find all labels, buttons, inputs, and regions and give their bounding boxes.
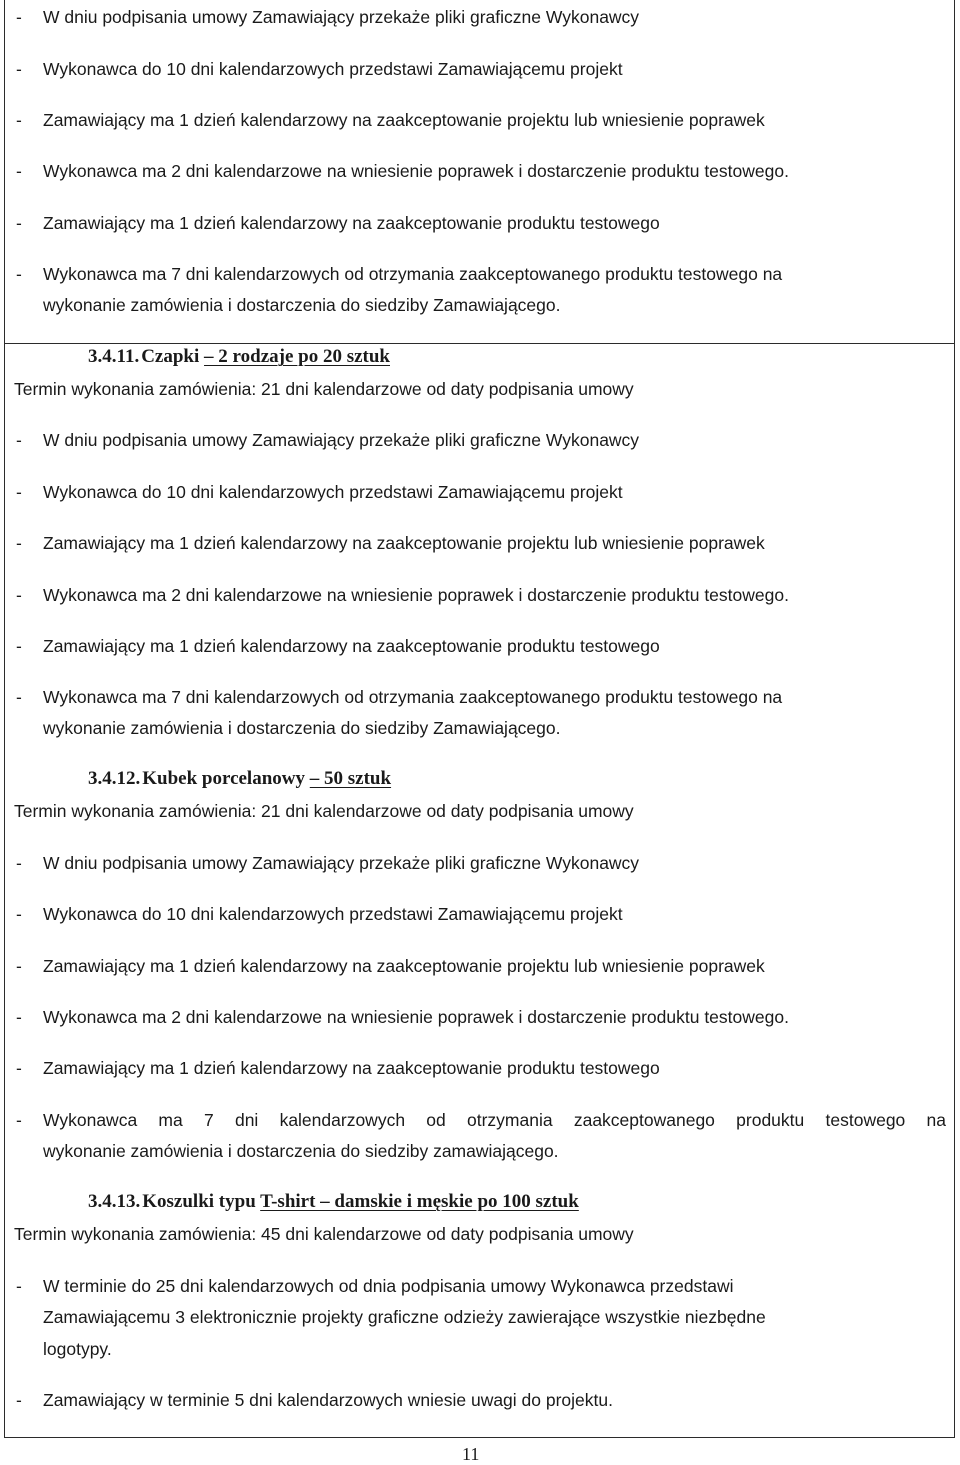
deadline-text: Termin wykonania zamówienia: 45 dni kalendarzowe od daty podpisania umowy bbox=[14, 1224, 634, 1244]
list-bullet: - bbox=[16, 7, 22, 27]
section-title: Czapki bbox=[141, 346, 205, 367]
list-bullet: - bbox=[16, 585, 22, 605]
section-title-underlined: – 50 sztuk bbox=[309, 768, 392, 789]
list-bullet: - bbox=[16, 956, 22, 976]
list-bullet: - bbox=[16, 1110, 22, 1130]
list-item: Wykonawca ma 2 dni kalendarzowe na wniesienie poprawek i dostarczenie produktu testowego. bbox=[43, 1007, 789, 1027]
section-title: Kubek porcelanowy bbox=[142, 768, 310, 789]
list-item: W dniu podpisania umowy Zamawiający przekaże pliki graficzne Wykonawcy bbox=[43, 430, 640, 450]
list-bullet: - bbox=[16, 213, 22, 233]
list-item: Zamawiający ma 1 dzień kalendarzowy na zaakceptowanie produktu testowego bbox=[43, 1058, 660, 1078]
page-number: 11 bbox=[462, 1444, 480, 1464]
list-item: Wykonawca ma 7 dni kalendarzowych od otrzymania zaakceptowanego produktu testowego na bbox=[43, 687, 783, 707]
list-item: Zamawiający ma 1 dzień kalendarzowy na zaakceptowanie projektu lub wniesienie poprawek bbox=[43, 110, 765, 130]
list-item: Zamawiający ma 1 dzień kalendarzowy na zaakceptowanie projektu lub wniesienie poprawek bbox=[43, 533, 765, 553]
list-bullet: - bbox=[16, 161, 22, 181]
list-item-continuation: wykonanie zamówienia i dostarczenia do siedziby zamawiającego. bbox=[43, 1141, 559, 1161]
list-item: Wykonawca ma 2 dni kalendarzowe na wniesienie poprawek i dostarczenie produktu testowego. bbox=[43, 161, 789, 181]
section-number: 3.4.13. bbox=[88, 1191, 141, 1212]
section-heading bbox=[88, 346, 390, 368]
list-bullet: - bbox=[16, 853, 22, 873]
section-title: Koszulki typu bbox=[142, 1191, 261, 1212]
list-bullet: - bbox=[16, 264, 22, 284]
section-heading bbox=[88, 1191, 579, 1213]
section-title-underlined: – 2 rodzaje po 20 sztuk bbox=[204, 346, 390, 367]
section-number: 3.4.12. bbox=[88, 768, 141, 789]
list-bullet: - bbox=[16, 1276, 22, 1296]
deadline-text: Termin wykonania zamówienia: 21 dni kalendarzowe od daty podpisania umowy bbox=[14, 801, 634, 821]
list-item-continuation: wykonanie zamówienia i dostarczenia do siedziby Zamawiającego. bbox=[43, 718, 561, 738]
list-item: Zamawiający w terminie 5 dni kalendarzowych wniesie uwagi do projektu. bbox=[43, 1390, 613, 1410]
list-item: W dniu podpisania umowy Zamawiający przekaże pliki graficzne Wykonawcy bbox=[43, 7, 640, 27]
list-bullet: - bbox=[16, 1058, 22, 1078]
list-bullet: - bbox=[16, 636, 22, 656]
deadline-text: Termin wykonania zamówienia: 21 dni kalendarzowe od daty podpisania umowy bbox=[14, 379, 634, 399]
list-bullet: - bbox=[16, 59, 22, 79]
section-heading bbox=[88, 768, 391, 790]
list-item: Wykonawca do 10 dni kalendarzowych przedstawi Zamawiającemu projekt bbox=[43, 59, 623, 79]
list-bullet: - bbox=[16, 1390, 22, 1410]
list-bullet: - bbox=[16, 430, 22, 450]
list-item-continuation: logotypy. bbox=[43, 1339, 112, 1359]
list-bullet: - bbox=[16, 1007, 22, 1027]
list-item-continuation: Zamawiającemu 3 elektronicznie projekty graficzne odzieży zawierające wszystkie niezbędne bbox=[43, 1307, 766, 1327]
list-bullet: - bbox=[16, 687, 22, 707]
list-item: Wykonawca ma 2 dni kalendarzowe na wniesienie poprawek i dostarczenie produktu testowego. bbox=[43, 585, 789, 605]
main-section-frame bbox=[4, 344, 955, 1438]
list-item: Zamawiający ma 1 dzień kalendarzowy na zaakceptowanie produktu testowego bbox=[43, 636, 660, 656]
list-bullet: - bbox=[16, 110, 22, 130]
list-item: Wykonawca do 10 dni kalendarzowych przedstawi Zamawiającemu projekt bbox=[43, 482, 623, 502]
list-item: Wykonawca ma 7 dni kalendarzowych od otrzymania zaakceptowanego produktu testowego na bbox=[43, 1110, 946, 1130]
list-bullet: - bbox=[16, 533, 22, 553]
list-item: Wykonawca ma 7 dni kalendarzowych od otrzymania zaakceptowanego produktu testowego na bbox=[43, 264, 783, 284]
list-item-continuation: wykonanie zamówienia i dostarczenia do siedziby Zamawiającego. bbox=[43, 295, 561, 315]
list-bullet: - bbox=[16, 482, 22, 502]
list-item: W dniu podpisania umowy Zamawiający przekaże pliki graficzne Wykonawcy bbox=[43, 853, 640, 873]
list-item: Zamawiający ma 1 dzień kalendarzowy na zaakceptowanie produktu testowego bbox=[43, 213, 660, 233]
section-number: 3.4.11. bbox=[88, 346, 140, 367]
list-item: W terminie do 25 dni kalendarzowych od dnia podpisania umowy Wykonawca przedstawi bbox=[43, 1276, 734, 1296]
list-item: Zamawiający ma 1 dzień kalendarzowy na zaakceptowanie projektu lub wniesienie poprawek bbox=[43, 956, 765, 976]
list-bullet: - bbox=[16, 904, 22, 924]
list-item: Wykonawca do 10 dni kalendarzowych przedstawi Zamawiającemu projekt bbox=[43, 904, 623, 924]
section-title-underlined: T-shirt – damskie i męskie po 100 sztuk bbox=[260, 1191, 579, 1212]
